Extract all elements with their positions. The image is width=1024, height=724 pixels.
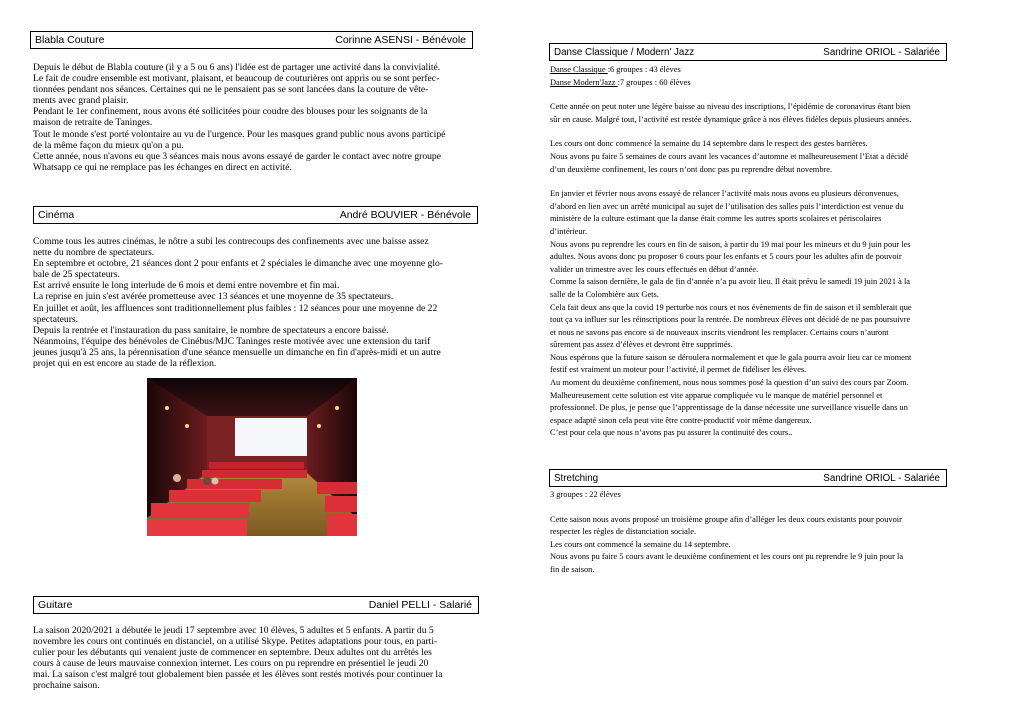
- text-line: La saison 2020/2021 a débutée le jeudi 17 septembre avec 10 élèves, 5 adultes et 5 enfants. A partir du 5: [33, 625, 434, 636]
- section-title: Danse Classique / Modern' Jazz: [554, 46, 695, 58]
- text-line: culier pour les débutants qui venaient juste de commencer en septembre. Deux adultes ont du arrêtés les: [33, 647, 432, 659]
- text-line: d’intérieur.: [550, 226, 587, 236]
- text-line: Depuis la rentrée et l'instauration du pass sanitaire, le nombre de spectateurs a encore baissé.: [33, 324, 389, 336]
- section-header-guitare: [33, 596, 479, 614]
- text-line: En juillet et août, les affluences sont traditionnellement plus faibles : 12 séances pour une moyenne de 22: [33, 302, 438, 314]
- text-line: En septembre et octobre, 21 séances dont 2 pour enfants et 2 spéciales le dimanche avec une moyenne glo-: [33, 258, 443, 270]
- cinema-photo: [147, 378, 357, 536]
- text-line: sûr en cause. Malgré tout, l’activité est restée dynamique grâce à nos élèves fidèles depuis plusieurs années.: [550, 114, 912, 124]
- section-body-guitare: [33, 625, 493, 692]
- text-line: C’est pour cela que nous n’avons pas pu assurer la continuité des cours..: [550, 428, 793, 438]
- text-line: novembre les cours ont continués en distanciel, on a utilisé Skype. Petites adaptations pour tous, en parti-: [33, 636, 438, 648]
- group-label: Danse Modern'Jazz: [550, 77, 618, 87]
- text-line: professionnel. De plus, je pense que l’apprentissage de la danse nécessite une surveillance visuelle dans un: [550, 403, 908, 413]
- text-line: Nous avons pu faire 5 semaines de cours avant les vacances d’automne et malheureusement l’Etat a décidé: [550, 151, 909, 161]
- text-line: bale de 25 spectateurs.: [33, 269, 120, 281]
- section-header-stretching: [549, 469, 947, 487]
- text-line: tionnées pendant nos séances. Certaines qui ne le pensaient pas se sont lancées dans la couture de vête-: [33, 84, 429, 96]
- text-line: jeunes jusqu'à 25 ans, la pérennisation d'une séance mensuelle un dimanche en fin d'après-midi et un autre: [33, 346, 441, 358]
- group-line: [550, 64, 950, 77]
- group-label: Danse Classique: [550, 65, 608, 74]
- text-line: sûrement pas assez d’élèves et devront être supprimés.: [550, 340, 733, 350]
- cinema-hall-illustration: [147, 378, 357, 536]
- text-line: Le fait de coudre ensemble est motivant, plaisant, et beaucoup de couturières ont appris ou se sont perfec-: [33, 73, 440, 85]
- text-line: d’un deuxième confinement, les cours n’ont donc pas pu reprendre début novembre.: [550, 164, 833, 174]
- section-title: Blabla Couture: [35, 34, 105, 46]
- text-line: festif est vraiment un moteur pour l’activité, il permet de fidéliser les élèves.: [550, 365, 807, 375]
- section-header-cinema: [33, 206, 478, 224]
- text-line: ministère de la culture estimant que la danse était comme les autres sports scolaires et périscolaires: [550, 214, 882, 224]
- text-line: Pendant le 1er confinement, nous avons été sollicitées pour coudre des blouses pour les soignants de la: [33, 106, 428, 118]
- text-line: Cette année, nous n'avons eu que 3 séances mais nous avons essayé de garder le contact avec notre groupe: [33, 150, 441, 162]
- text-line: Cela fait deux ans que la covid 19 perturbe nos cours et nos évènements de fin de saison et il semblerait que: [550, 302, 912, 312]
- group-line: [550, 77, 950, 90]
- section-body-blabla-couture: [33, 62, 493, 173]
- text-line: Comme tous les autres cinémas, le nôtre a subi les contrecoups des confinements avec une baisse assez: [33, 236, 429, 247]
- text-line: espace adapté sinon cela peut vite être contre-productif voir même dangereux.: [550, 415, 812, 425]
- text-line: prochaine saison.: [33, 680, 100, 692]
- section-title: Guitare: [38, 599, 73, 611]
- section-author: Sandrine ORIOL - Salariée: [823, 46, 940, 58]
- text-line: Depuis le début de Blabla couture (il y a 5 ou 6 ans) l'idée est de partager une activité dans la convivialité.: [33, 62, 441, 73]
- section-body-stretching: [550, 489, 950, 577]
- text-line: Nous avons pu faire 5 cours avant le deuxième confinement et les cours ont pu reprendre le 9 juin pour la: [550, 552, 904, 562]
- text-line: Malheureusement cette solution est vite apparue compliquée vu le manque de matériel personnel et: [550, 390, 883, 400]
- section-body-danse: [550, 64, 950, 440]
- text-line: respecter les règles de distanciation sociale.: [550, 527, 697, 537]
- section-title: Stretching: [554, 472, 599, 484]
- text-line: En janvier et février nous avons essayé de relancer l’activité mais nous avons eu plusieurs déconvenues,: [550, 189, 899, 199]
- text-line: salle de la Colombière aux Gets.: [550, 289, 659, 299]
- text-line: La reprise en juin s'est avérée prometteuse avec 13 séances et une moyenne de 35 spectateurs.: [33, 291, 394, 303]
- text-line: Les cours ont commencé la semaine du 14 septembre.: [550, 539, 731, 549]
- section-author: Sandrine ORIOL - Salariée: [823, 472, 940, 484]
- text-line: tout ça va influer sur les réinscriptions pour la rentrée. De nombreux élèves ont décidé de ne pas poursuivre: [550, 315, 911, 325]
- text-line: projet qui en est encore au stade de la réflexion.: [33, 358, 217, 370]
- section-author: Corinne ASENSI - Bénévole: [335, 34, 466, 46]
- text-line: spectateurs.: [33, 313, 79, 325]
- text-line: Cette saison nous avons proposé un troisième groupe afin d’alléger les deux cours existants pour pouvoir: [550, 514, 902, 524]
- text-line: de la même façon du mieux qu'on a pu.: [33, 139, 184, 151]
- text-line: Nous avons pu reprendre les cours en fin de saison, à partir du 19 mai pour les mineurs et du 9 juin pour les: [550, 239, 911, 249]
- section-header-blabla-couture: [30, 31, 473, 49]
- text-line: d’abord en lien avec un arrêté municipal au sujet de l’utilisation des salles puis l’interdiction est venue du: [550, 201, 904, 211]
- text-line: Nous espérons que la future saison se déroulera normalement et que le gala pourra avoir lieu car ce moment: [550, 352, 912, 362]
- text-line: valider un trimestre avec les cours effectués en début d’année.: [550, 264, 759, 274]
- group-line: 3 groupes : 22 élèves: [550, 490, 621, 499]
- group-value: :7 groupes : 60 élèves: [617, 77, 691, 87]
- text-line: adultes. Nous avons donc pu proposer 6 cours pour les enfants et 5 cours pour les adultes afin de pouvoir: [550, 252, 902, 262]
- text-line: Cette année on peut noter une légère baisse au niveau des inscriptions, l’épidémie de coronavirus étant bien: [550, 102, 911, 112]
- text-line: Néanmoins, l'équipe des bénévoles de Cinébus/MJC Taninges reste motivée avec une extension du tarif: [33, 335, 431, 347]
- section-title: Cinéma: [38, 209, 75, 221]
- text-line: Tout le monde s'est porté volontaire au vu de l'urgence. Pour les masques grand public nous avons participé: [33, 128, 446, 140]
- section-author: André BOUVIER - Bénévole: [339, 209, 471, 221]
- text-line: Est arrivé ensuite le long interlude de 6 mois et demi entre novembre et fin mai.: [33, 280, 340, 292]
- text-line: maison de retraite de Taninges.: [33, 117, 153, 129]
- text-line: Comme la saison dernière, le gala de fin d’année n’a pu avoir lieu. Il était prévu le samedi 19 juin 2021 à la: [550, 277, 911, 287]
- text-line: Les cours ont donc commencé la semaine du 14 septembre dans le respect des gestes barrières.: [550, 139, 868, 149]
- text-line: Au moment du deuxième confinement, nous nous sommes posé la question d’un suivi des cours par Zoom.: [550, 378, 909, 388]
- text-line: cours à cause de leurs mauvaise connexion internet. Les cours on pu reprendre en présentiel le jeudi 20: [33, 658, 429, 670]
- text-line: nette du nombre de spectateurs.: [33, 247, 155, 259]
- section-author: Daniel PELLI - Salarié: [368, 599, 472, 611]
- text-line: Whatsapp ce qui ne remplace pas les échanges en direct en activité.: [33, 161, 292, 173]
- group-value: :6 groupes : 43 élèves: [607, 65, 681, 74]
- text-line: ments avec grand plaisir.: [33, 95, 129, 107]
- text-line: fin de saison.: [550, 564, 595, 574]
- text-line: et nous ne savons pas encore si de nouveaux inscrits viendront les remplacer. Certains cours n’auront: [550, 327, 889, 337]
- section-header-danse: [549, 43, 947, 61]
- section-body-cinema: [33, 236, 493, 369]
- text-line: mai. La saison c'est malgré tout globalement bien passée et les élèves sont restés motivés pour continuer la: [33, 669, 443, 681]
